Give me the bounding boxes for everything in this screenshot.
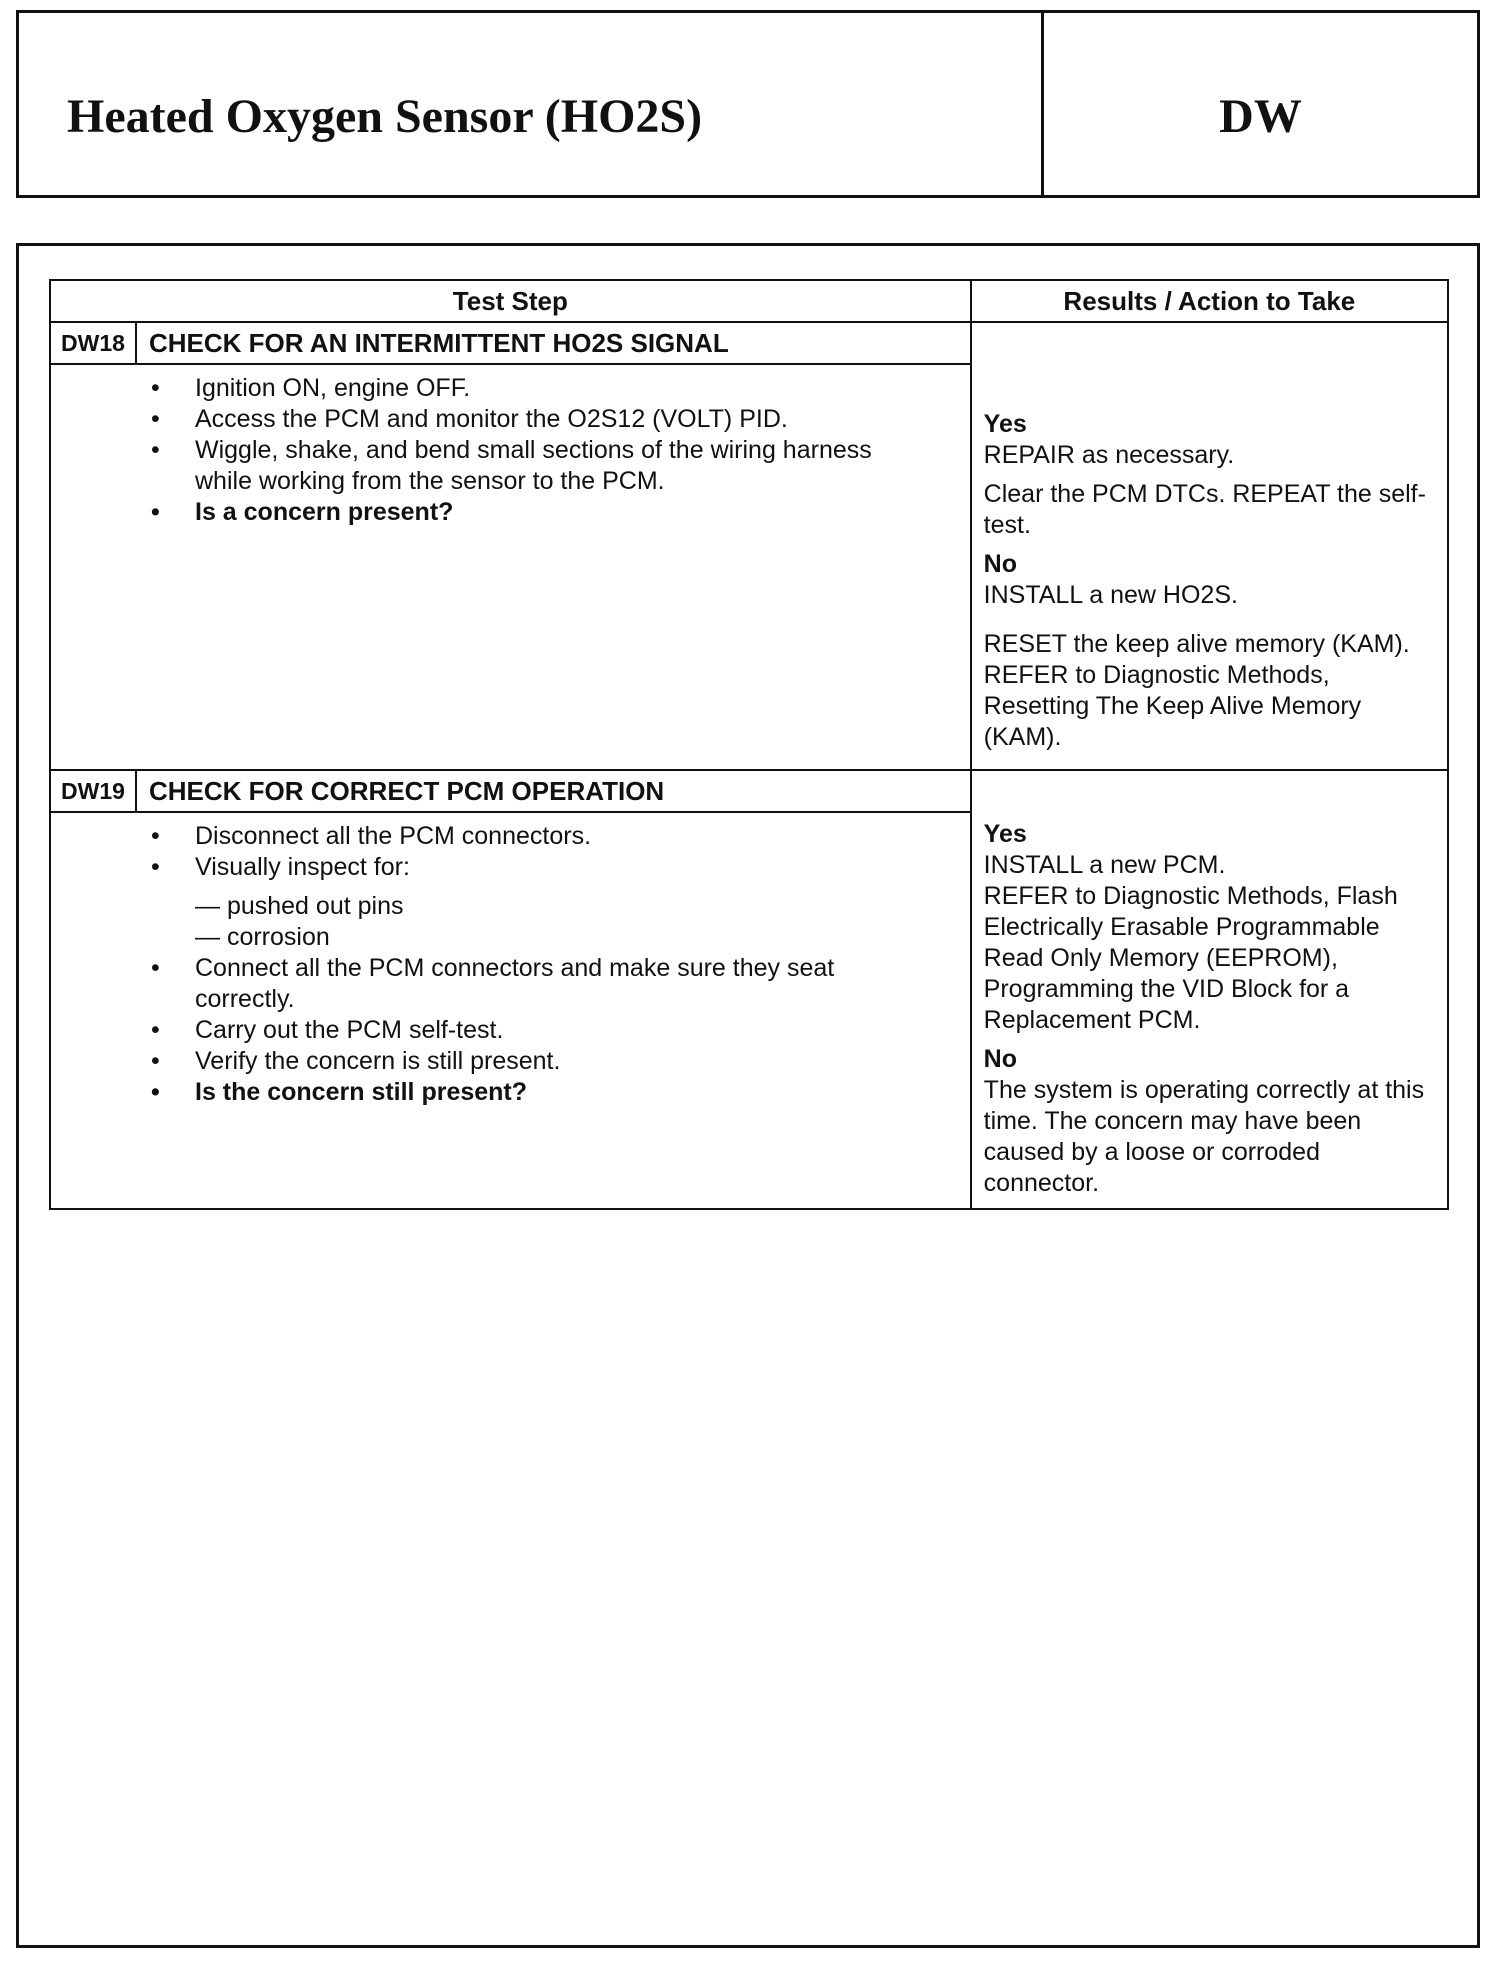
step-cell-dw18 — [50, 322, 971, 770]
result-yes-label: Yes — [983, 820, 1027, 848]
list-item: • Disconnect all the PCM connectors. — [151, 821, 970, 852]
result-no-label: No — [983, 550, 1017, 578]
list-item: • Ignition ON, engine OFF. — [151, 373, 970, 404]
header-code-cell — [1044, 13, 1477, 195]
step-id: DW19 — [51, 771, 137, 811]
step-title: CHECK FOR CORRECT PCM OPERATION — [149, 775, 665, 806]
result-no-label: No — [983, 1045, 1017, 1073]
result-yes-text: Clear the PCM DTCs. REPEAT the self-test. — [983, 480, 1426, 539]
result-yes-text: INSTALL a new PCM. — [983, 851, 1226, 879]
table-row — [50, 322, 1448, 770]
result-yes-label: Yes — [983, 410, 1027, 438]
result-no-text: The system is operating correctly at this time. The concern may have been caused by a loose or corroded connector. — [983, 1076, 1425, 1197]
diagnostic-table — [49, 279, 1449, 1210]
table-row — [50, 770, 1448, 1209]
col-header-test-step: Test Step — [50, 280, 971, 322]
list-item: — pushed out pins — [195, 892, 404, 920]
step-instructions — [51, 821, 970, 883]
list-item: — corrosion — [195, 923, 330, 951]
table-header-row — [50, 280, 1448, 322]
step-heading — [51, 323, 970, 365]
step-id: DW18 — [51, 323, 137, 363]
page-title: Heated Oxygen Sensor (HO2S) — [67, 89, 703, 143]
step-question: • Is the concern still present? — [151, 1077, 970, 1108]
header-title-cell — [19, 13, 1044, 195]
result-cell-dw19 — [971, 770, 1448, 1209]
list-item: • Visually inspect for: — [151, 852, 970, 883]
list-item: • Connect all the PCM connectors and make sure they seat correctly. — [151, 953, 970, 1015]
result-cell-dw18 — [971, 322, 1448, 770]
step-cell-dw19 — [50, 770, 971, 1209]
step-instructions — [51, 373, 970, 528]
list-item: • Wiggle, shake, and bend small sections of the wiring harness while working from the sensor to the PCM. — [151, 435, 970, 497]
section-code: DW — [1219, 89, 1302, 143]
step-question: • Is a concern present? — [151, 497, 970, 528]
result-yes-text: REFER to Diagnostic Methods, Flash Electrically Erasable Programmable Read Only Memory (EEPROM), Programming the VID Block for a Replacement PCM. — [983, 882, 1398, 1034]
col-header-results: Results / Action to Take — [971, 280, 1448, 322]
step-title: CHECK FOR AN INTERMITTENT HO2S SIGNAL — [149, 327, 729, 358]
step-heading — [51, 771, 970, 813]
page-header — [16, 10, 1480, 198]
list-item: • Verify the concern is still present. — [151, 1046, 970, 1077]
list-item: • Access the PCM and monitor the O2S12 (VOLT) PID. — [151, 404, 970, 435]
step-instructions — [51, 953, 970, 1108]
result-no-text: RESET the keep alive memory (KAM). REFER to Diagnostic Methods, Resetting The Keep Alive Memory (KAM). — [983, 630, 1410, 751]
result-no-text: INSTALL a new HO2S. — [983, 581, 1238, 609]
list-item: • Carry out the PCM self-test. — [151, 1015, 970, 1046]
result-yes-text: REPAIR as necessary. — [983, 441, 1235, 469]
inspection-list — [51, 891, 970, 953]
